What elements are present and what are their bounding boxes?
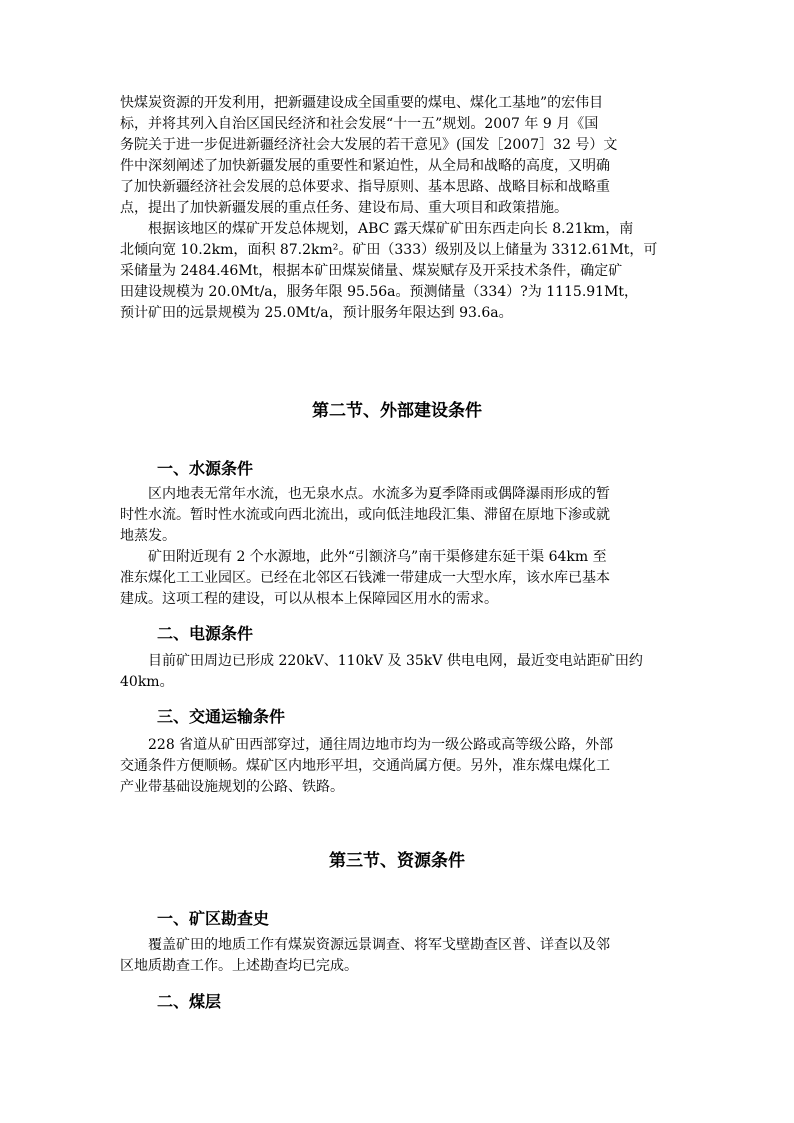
text-line: 目前矿田周边已形成 220kV、110kV 及 35kV 供电电网，最近变电站距矿田约 bbox=[148, 653, 643, 669]
subsection-heading: 一、水源条件 bbox=[157, 459, 254, 478]
text-line: 北倾向宽 10.2km，面积 87.2km²。矿田（333）级别及以上储量为 3312.61Mt，可 bbox=[120, 242, 658, 258]
text-line: 件中深刻阐述了加快新疆发展的重要性和紧迫性，从全局和战略的高度，又明确 bbox=[120, 158, 610, 174]
text-line: 点，提出了加快新疆发展的重点任务、建设布局、重大项目和政策措施。 bbox=[120, 200, 568, 216]
text-line: 根据该地区的煤矿开发总体规划，ABC 露天煤矿矿田东西走向长 8.21km，南 bbox=[148, 221, 634, 237]
text-line: 采储量为 2484.46Mt，根据本矿田煤炭储量、煤炭赋存及开采技术条件，确定矿 bbox=[120, 263, 623, 279]
transport-paragraph bbox=[120, 735, 676, 798]
text-line: 建成。这项工程的建设，可以从根本上保障园区用水的需求。 bbox=[120, 591, 498, 607]
text-line: 交通条件方便顺畅。煤矿区内地形平坦，交通尚属方便。另外，准东煤电煤化工 bbox=[120, 758, 610, 774]
subsection-heading: 二、煤层 bbox=[157, 992, 222, 1011]
text-line: 区地质勘查工作。上述勘查均已完成。 bbox=[120, 958, 358, 974]
text-line: 准东煤化工工业园区。已经在北邻区石钱滩一带建成一大型水库，该水库已基本 bbox=[120, 570, 610, 586]
text-line: 标，并将其列入自治区国民经济和社会发展“十一五”规划。2007 年 9 月《国 bbox=[120, 116, 599, 132]
text-line: 预计矿田的远景规模为 25.0Mt/a，预计服务年限达到 93.6a。 bbox=[120, 305, 513, 321]
text-line: 区内地表无常年水流，也无泉水点。水流多为夏季降雨或偶降瀑雨形成的暂 bbox=[148, 486, 610, 502]
text-line: 田建设规模为 20.0Mt/a，服务年限 95.56a。预测储量（334）?为 1115.91Mt， bbox=[120, 284, 639, 300]
text-line: 时性水流。暂时性水流或向西北流出，或向低洼地段汇集、滞留在原地下渗或就 bbox=[120, 507, 610, 523]
section-title: 第二节、外部建设条件 bbox=[312, 401, 482, 421]
text-line: 40km。 bbox=[120, 674, 174, 690]
history-paragraph bbox=[120, 935, 676, 977]
text-line: 了加快新疆经济社会发展的总体要求、指导原则、基本思路、战略目标和战略重 bbox=[120, 179, 610, 195]
section-title: 第三节、资源条件 bbox=[329, 851, 465, 871]
text-line: 覆盖矿田的地质工作有煤炭资源远景调查、将军戈壁勘查区普、详查以及邻 bbox=[148, 937, 610, 953]
text-line: 矿田附近现有 2 个水源地，此外“引额济乌”南干渠修建东延干渠 64km 至 bbox=[148, 549, 607, 565]
intro-paragraph-2 bbox=[120, 219, 676, 324]
subsection-heading: 三、交通运输条件 bbox=[157, 707, 286, 726]
intro-paragraph-1 bbox=[120, 93, 676, 219]
subsection-heading: 一、矿区勘查史 bbox=[157, 909, 270, 928]
text-line: 快煤炭资源的开发利用，把新疆建设成全国重要的煤电、煤化工基地”的宏伟目 bbox=[120, 95, 604, 111]
power-paragraph bbox=[120, 651, 676, 693]
text-line: 产业带基础设施规划的公路、铁路。 bbox=[120, 779, 344, 795]
water-paragraph-2 bbox=[120, 547, 676, 610]
text-line: 地蒸发。 bbox=[120, 528, 176, 544]
subsection-heading: 二、电源条件 bbox=[157, 624, 254, 643]
water-paragraph-1 bbox=[120, 484, 676, 547]
text-line: 228 省道从矿田西部穿过，通往周边地市均为一级公路或高等级公路，外部 bbox=[148, 737, 614, 753]
text-line: 务院关于进一步促进新疆经济社会大发展的若干意见》(国发［2007］32 号）文 bbox=[120, 137, 618, 153]
